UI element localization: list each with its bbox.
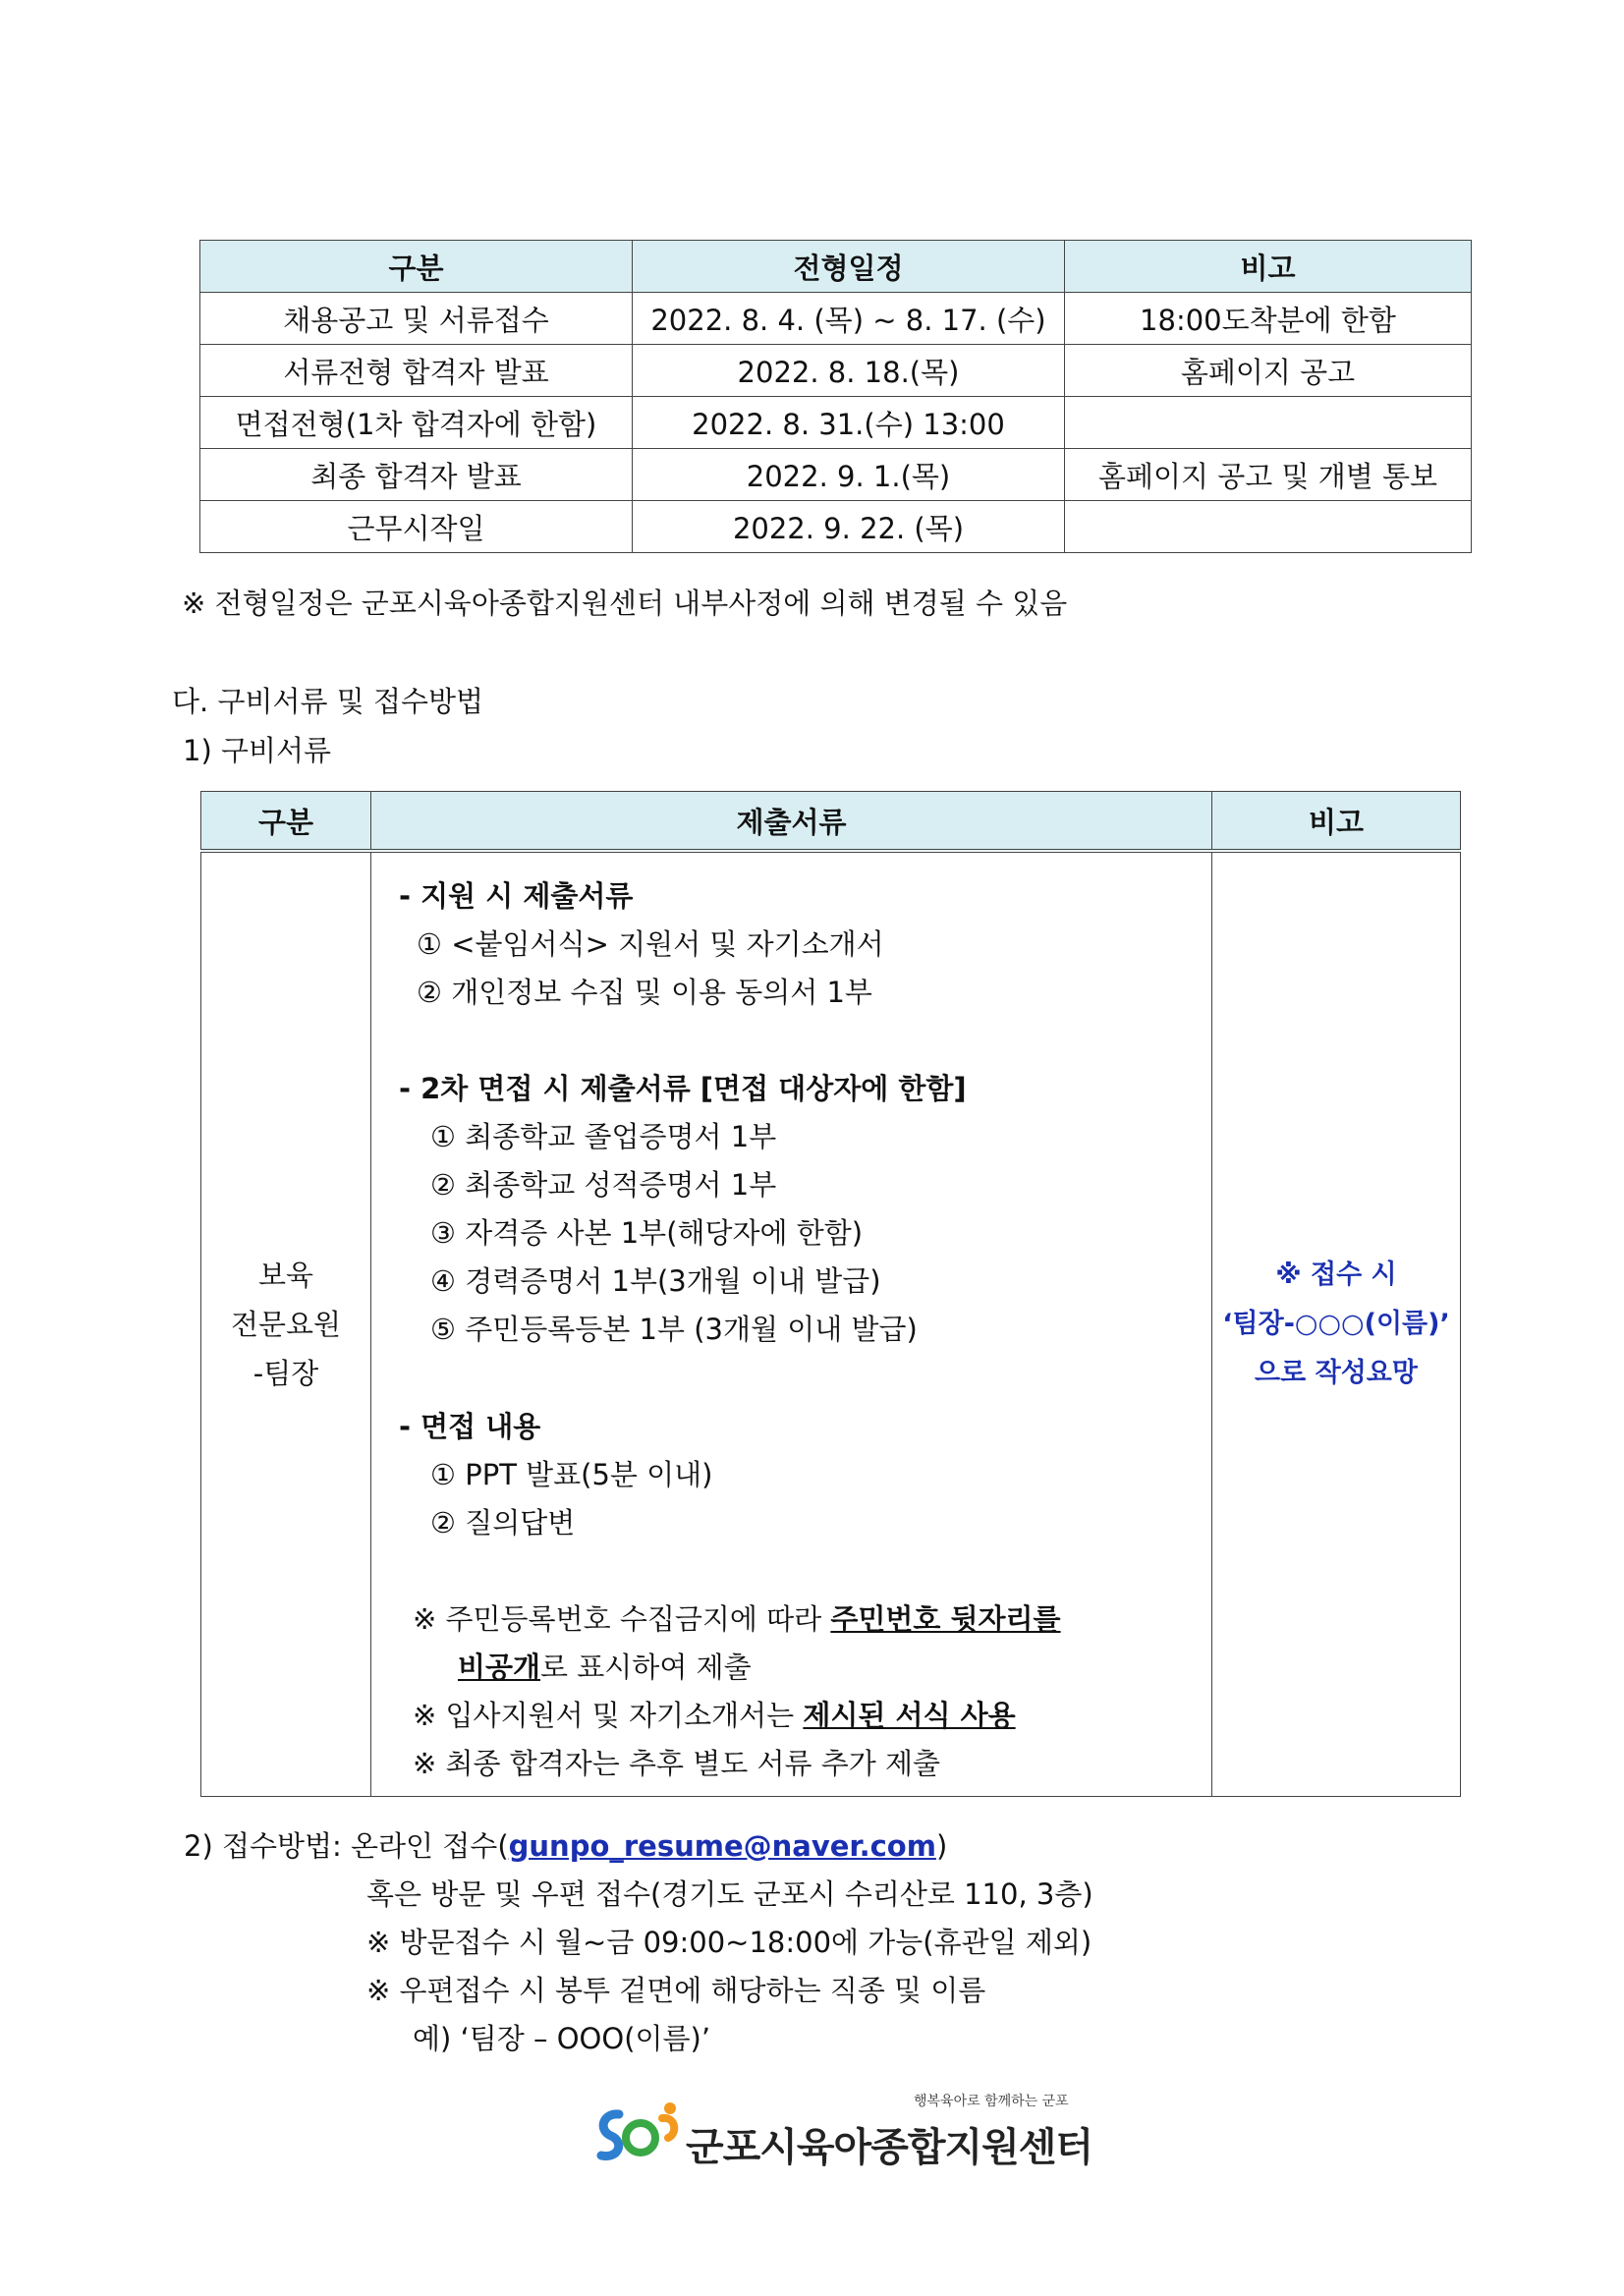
note-emphasis: 비공개	[458, 1651, 541, 1684]
table-row	[200, 449, 1472, 501]
schedule-cell: 근무시작일	[200, 501, 633, 553]
method-close: )	[935, 1829, 948, 1863]
documents-header-category: 구분	[201, 792, 371, 852]
note-text: 로 표시하여 제출	[540, 1651, 752, 1684]
method-label: 2) 접수방법: 온라인 접수(	[184, 1829, 509, 1863]
schedule-header-category: 구분	[200, 241, 633, 293]
schedule-cell: 서류전형 합격자 발표	[200, 345, 633, 397]
schedule-cell: 채용공고 및 서류접수	[200, 293, 633, 345]
remark-line: ※ 접수 시	[1275, 1260, 1397, 1290]
schedule-header-remark: 비고	[1065, 241, 1472, 293]
schedule-cell: 2022. 9. 22. (목)	[633, 501, 1065, 553]
note-emphasis: 주민번호 뒷자리를	[830, 1602, 1061, 1636]
documents-header-docs: 제출서류	[371, 792, 1212, 852]
content-heading: - 면접 내용	[399, 1410, 541, 1443]
list-item: ② 개인정보 수집 및 이용 동의서 1부	[417, 976, 872, 1009]
list-item: ② 최종학교 성적증명서 1부	[430, 1168, 777, 1202]
subsection-documents: 1) 구비서류	[183, 734, 332, 767]
list-item: ① <붙임서식> 지원서 및 자기소개서	[417, 927, 884, 961]
schedule-cell: 홈페이지 공고 및 개별 통보	[1065, 449, 1472, 501]
table-row	[200, 345, 1472, 397]
center-logo	[589, 2091, 1093, 2170]
method-line-2: 혹은 방문 및 우편 접수(경기도 군포시 수리산로 110, 3층)	[366, 1877, 1093, 1911]
documents-header-remark: 비고	[1212, 792, 1461, 852]
schedule-cell: 최종 합격자 발표	[200, 449, 633, 501]
list-item: ④ 경력증명서 1부(3개월 이내 발급)	[430, 1264, 881, 1298]
note-form-usage	[413, 1694, 1016, 1734]
schedule-table	[199, 240, 1472, 553]
table-row	[201, 851, 1461, 1797]
schedule-cell: 홈페이지 공고	[1065, 345, 1472, 397]
method-line-4: ※ 우편접수 시 봉투 겉면에 해당하는 직종 및 이름	[366, 1974, 986, 2007]
list-item: ① PPT 발표(5분 이내)	[430, 1458, 713, 1491]
schedule-cell	[1065, 501, 1472, 553]
category-line: -팀장	[252, 1357, 319, 1390]
note-text: ※ 입사지원서 및 자기소개서는	[413, 1699, 804, 1732]
method-line-1	[184, 1824, 947, 1865]
remark-line: 으로 작성요망	[1255, 1358, 1418, 1388]
schedule-cell: 2022. 8. 4. (목) ~ 8. 17. (수)	[633, 293, 1065, 345]
schedule-header-row	[200, 241, 1472, 293]
method-line-5: 예) ‘팀장 – OOO(이름)’	[413, 2022, 711, 2055]
note-text: ※ 주민등록번호 수집금지에 따라	[413, 1602, 831, 1636]
logo-slogan: 행복육아로 함께하는 군포	[914, 2094, 1069, 2109]
method-line-3: ※ 방문접수 시 월~금 09:00~18:00에 가능(휴관일 제외)	[366, 1926, 1092, 1959]
schedule-cell: 2022. 8. 31.(수) 13:00	[633, 397, 1065, 449]
note-emphasis: 제시된 서식 사용	[803, 1699, 1016, 1732]
list-item: ③ 자격증 사본 1부(해당자에 한함)	[430, 1216, 864, 1250]
list-item: ① 최종학교 졸업증명서 1부	[430, 1120, 777, 1153]
schedule-header-dates: 전형일정	[633, 241, 1065, 293]
documents-list-cell	[371, 851, 1212, 1797]
section-title: 다. 구비서류 및 접수방법	[172, 685, 484, 718]
documents-table	[200, 791, 1461, 1797]
schedule-cell	[1065, 397, 1472, 449]
table-row	[200, 397, 1472, 449]
schedule-cell: 18:00도착분에 한함	[1065, 293, 1472, 345]
category-line: 보육	[257, 1259, 314, 1292]
note-additional-docs: ※ 최종 합격자는 추후 별도 서류 추가 제출	[413, 1747, 941, 1780]
schedule-note: ※ 전형일정은 군포시육아종합지원센터 내부사정에 의해 변경될 수 있음	[182, 587, 1068, 620]
documents-remark-cell	[1212, 851, 1461, 1797]
interview-heading: - 2차 면접 시 제출서류 [면접 대상자에 한함]	[399, 1072, 967, 1105]
note-resident-number	[413, 1597, 1061, 1638]
schedule-cell: 2022. 9. 1.(목)	[633, 449, 1065, 501]
table-row	[200, 293, 1472, 345]
application-heading: - 지원 시 제출서류	[399, 879, 634, 913]
documents-category-cell	[201, 851, 371, 1797]
logo-name: 군포시육아종합지원센터	[686, 2125, 1093, 2170]
schedule-cell: 2022. 8. 18.(목)	[633, 345, 1065, 397]
list-item: ⑤ 주민등록등본 1부 (3개월 이내 발급)	[430, 1313, 918, 1346]
logo-mark-icon	[589, 2091, 686, 2169]
schedule-cell: 면접전형(1차 합격자에 한함)	[200, 397, 633, 449]
remark-line: ‘팀장-○○○(이름)’	[1222, 1309, 1450, 1339]
list-item: ② 질의답변	[430, 1506, 576, 1540]
documents-header-row	[201, 792, 1461, 852]
table-row	[200, 501, 1472, 553]
email-link[interactable]: gunpo_resume@naver.com	[508, 1829, 936, 1863]
note-resident-number-cont	[458, 1646, 752, 1686]
category-line: 전문요원	[230, 1308, 342, 1341]
